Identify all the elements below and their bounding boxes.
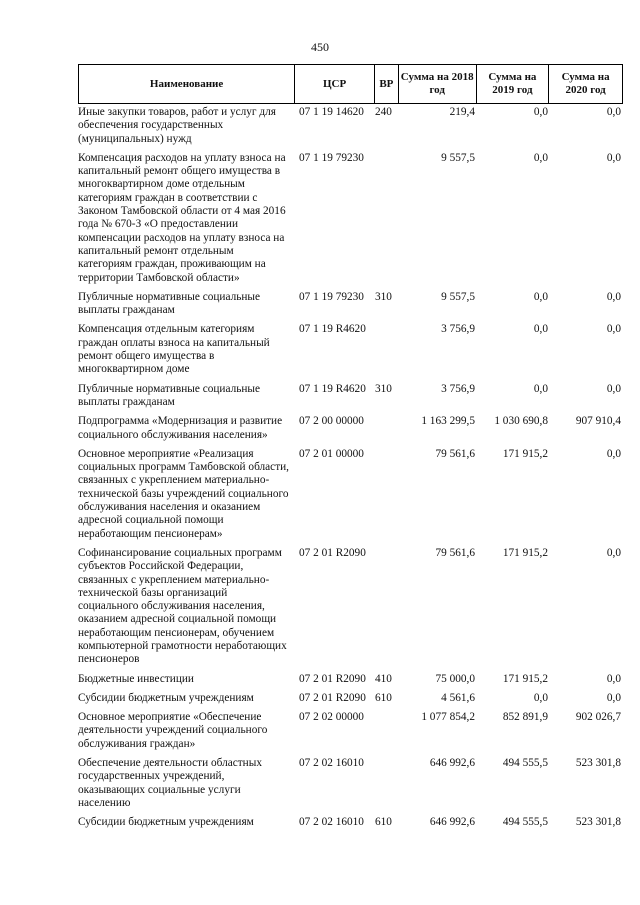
cell-sum-2018: 9 557,5 <box>441 151 475 164</box>
cell-name: Основное мероприятие «Реализация социальных программ Тамбовской области, связанных с укреплением материально-технической базы учреждений социального обслуживания населения и оказанием адресной социальной помощи неработающим пенсионерам» <box>78 447 290 540</box>
cell-vr: 310 <box>375 290 392 303</box>
cell-sum-2018: 75 000,0 <box>435 672 475 685</box>
cell-name: Иные закупки товаров, работ и услуг для обеспечения государственных (муниципальных) нужд <box>78 106 276 145</box>
header-name: Наименование <box>79 65 295 103</box>
cell-sum-2020: 902 026,7 <box>575 711 621 724</box>
cell-name: Публичные нормативные социальные выплаты гражданам <box>78 382 261 408</box>
cell-vr <box>375 711 399 751</box>
table-row <box>78 448 623 541</box>
cell-vr <box>375 547 399 667</box>
cell-sum-2018: 9 557,5 <box>441 290 475 303</box>
cell-name: Публичные нормативные социальные выплаты гражданам <box>78 290 261 317</box>
table-row <box>78 323 623 376</box>
cell-sum-2019: 0,0 <box>533 106 548 118</box>
cell-sum-2020: 0,0 <box>606 151 621 164</box>
cell-sum-2020: 0,0 <box>606 691 621 704</box>
cell-name: Субсидии бюджетным учреждениям <box>78 691 254 704</box>
cell-sum-2018: 646 992,6 <box>429 816 475 829</box>
cell-sum-2019: 0,0 <box>533 290 548 303</box>
cell-vr: 610 <box>375 691 392 704</box>
header-sum-2020: Сумма на 2020 год <box>561 71 610 96</box>
header-sum-2018: Сумма на 2018 год <box>399 65 477 103</box>
cell-sum-2018: 79 561,6 <box>435 546 475 559</box>
cell-vr <box>375 757 399 810</box>
header-vr: ВР <box>375 65 399 103</box>
table-row <box>78 291 623 318</box>
cell-sum-2020: 0,0 <box>606 106 621 118</box>
table-row <box>78 673 623 686</box>
table-row <box>78 692 623 705</box>
cell-vr <box>375 323 399 376</box>
cell-csr: 07 2 00 00000 <box>299 415 364 428</box>
cell-sum-2019: 171 915,2 <box>502 546 548 559</box>
cell-sum-2019: 171 915,2 <box>502 447 548 460</box>
header-csr: ЦСР <box>295 65 375 103</box>
table-body <box>78 106 623 830</box>
table-row <box>78 711 623 751</box>
cell-vr: 240 <box>375 106 392 118</box>
cell-name: Софинансирование социальных программ субъектов Российской Федерации, связанных с укреплением материально-технической базы организаций социального обслуживания населения, оказанием адресной социальной помощи неработающим пенсионерам, обучением компьютерной грамотности неработающих пенсионеров <box>78 546 287 666</box>
cell-sum-2020: 523 301,8 <box>575 757 621 770</box>
cell-vr: 410 <box>375 672 392 685</box>
table-row <box>78 152 623 285</box>
cell-csr: 07 2 01 R2090 <box>299 546 366 559</box>
table-row <box>78 547 623 667</box>
cell-csr: 07 1 19 79230 <box>299 290 364 303</box>
cell-sum-2019: 494 555,5 <box>502 816 548 829</box>
cell-sum-2019: 1 030 690,8 <box>494 415 548 428</box>
cell-name: Компенсация расходов на уплату взноса на капитальный ремонт общего имущества в многоквартирном доме отдельным категориям граждан в соответствии с Законом Тамбовской области от 4 мая 2016 года № 670-З «О предоставлении компенсации расходов на уплату взноса на капитальный ремонт отдельным категориям граждан, проживающим на территории Тамбовской области» <box>78 151 286 284</box>
cell-sum-2018: 1 163 299,5 <box>421 415 475 428</box>
header-sum-2019: Сумма на 2019 год <box>477 65 550 103</box>
cell-csr: 07 2 01 R2090 <box>299 691 366 704</box>
cell-sum-2020: 907 910,4 <box>575 415 621 428</box>
cell-csr: 07 1 19 14620 <box>299 106 364 118</box>
cell-vr: 610 <box>375 816 392 829</box>
cell-sum-2019: 0,0 <box>533 323 548 336</box>
cell-sum-2019: 0,0 <box>533 691 548 704</box>
cell-sum-2018: 3 756,9 <box>441 323 475 336</box>
cell-name: Компенсация отдельным категориям граждан оплаты взноса на капитальный ремонт общего имущества в многоквартирном доме <box>78 323 270 376</box>
cell-name: Бюджетные инвестиции <box>78 672 194 685</box>
cell-sum-2020: 0,0 <box>606 546 621 559</box>
cell-name: Обеспечение деятельности областных государственных учреждений, оказывающих социальные услуги населению <box>78 757 262 809</box>
cell-sum-2019: 494 555,5 <box>502 757 548 770</box>
cell-sum-2018: 1 077 854,2 <box>421 711 475 724</box>
page-number: 450 <box>311 40 329 54</box>
cell-csr: 07 1 19 R4620 <box>299 382 366 395</box>
cell-sum-2018: 646 992,6 <box>429 757 475 770</box>
cell-sum-2020: 0,0 <box>606 323 621 336</box>
cell-sum-2020: 0,0 <box>606 290 621 303</box>
cell-sum-2020: 0,0 <box>606 382 621 395</box>
cell-csr: 07 2 01 00000 <box>299 447 364 460</box>
cell-sum-2018: 79 561,6 <box>435 447 475 460</box>
cell-sum-2018: 219,4 <box>449 106 475 118</box>
cell-csr: 07 2 02 16010 <box>299 757 364 770</box>
cell-csr: 07 2 02 16010 <box>299 816 364 829</box>
cell-sum-2020: 0,0 <box>606 672 621 685</box>
cell-sum-2020: 523 301,8 <box>575 816 621 829</box>
cell-csr: 07 2 02 00000 <box>299 711 364 724</box>
cell-csr: 07 2 01 R2090 <box>299 672 366 685</box>
cell-vr <box>375 448 399 541</box>
cell-csr: 07 1 19 79230 <box>299 151 364 164</box>
cell-vr <box>375 415 399 442</box>
table-row <box>78 415 623 442</box>
table-row <box>78 383 623 410</box>
cell-sum-2018: 4 561,6 <box>441 691 475 704</box>
cell-vr <box>375 152 399 285</box>
cell-csr: 07 1 19 R4620 <box>299 323 366 336</box>
table-header <box>78 64 623 104</box>
cell-sum-2020: 0,0 <box>606 447 621 460</box>
cell-sum-2019: 171 915,2 <box>502 672 548 685</box>
budget-table <box>78 64 623 836</box>
cell-vr: 310 <box>375 382 392 395</box>
cell-sum-2019: 0,0 <box>533 151 548 164</box>
cell-sum-2019: 852 891,9 <box>502 711 548 724</box>
cell-name: Субсидии бюджетным учреждениям <box>78 816 254 829</box>
cell-name: Основное мероприятие «Обеспечение деятельности учреждений социального обслуживания граждан» <box>78 711 268 750</box>
table-row <box>78 757 623 810</box>
cell-sum-2019: 0,0 <box>533 382 548 395</box>
cell-sum-2018: 3 756,9 <box>441 382 475 395</box>
table-row <box>78 816 623 829</box>
table-row <box>78 106 623 146</box>
cell-name: Подпрограмма «Модернизация и развитие социального обслуживания населения» <box>78 415 283 441</box>
